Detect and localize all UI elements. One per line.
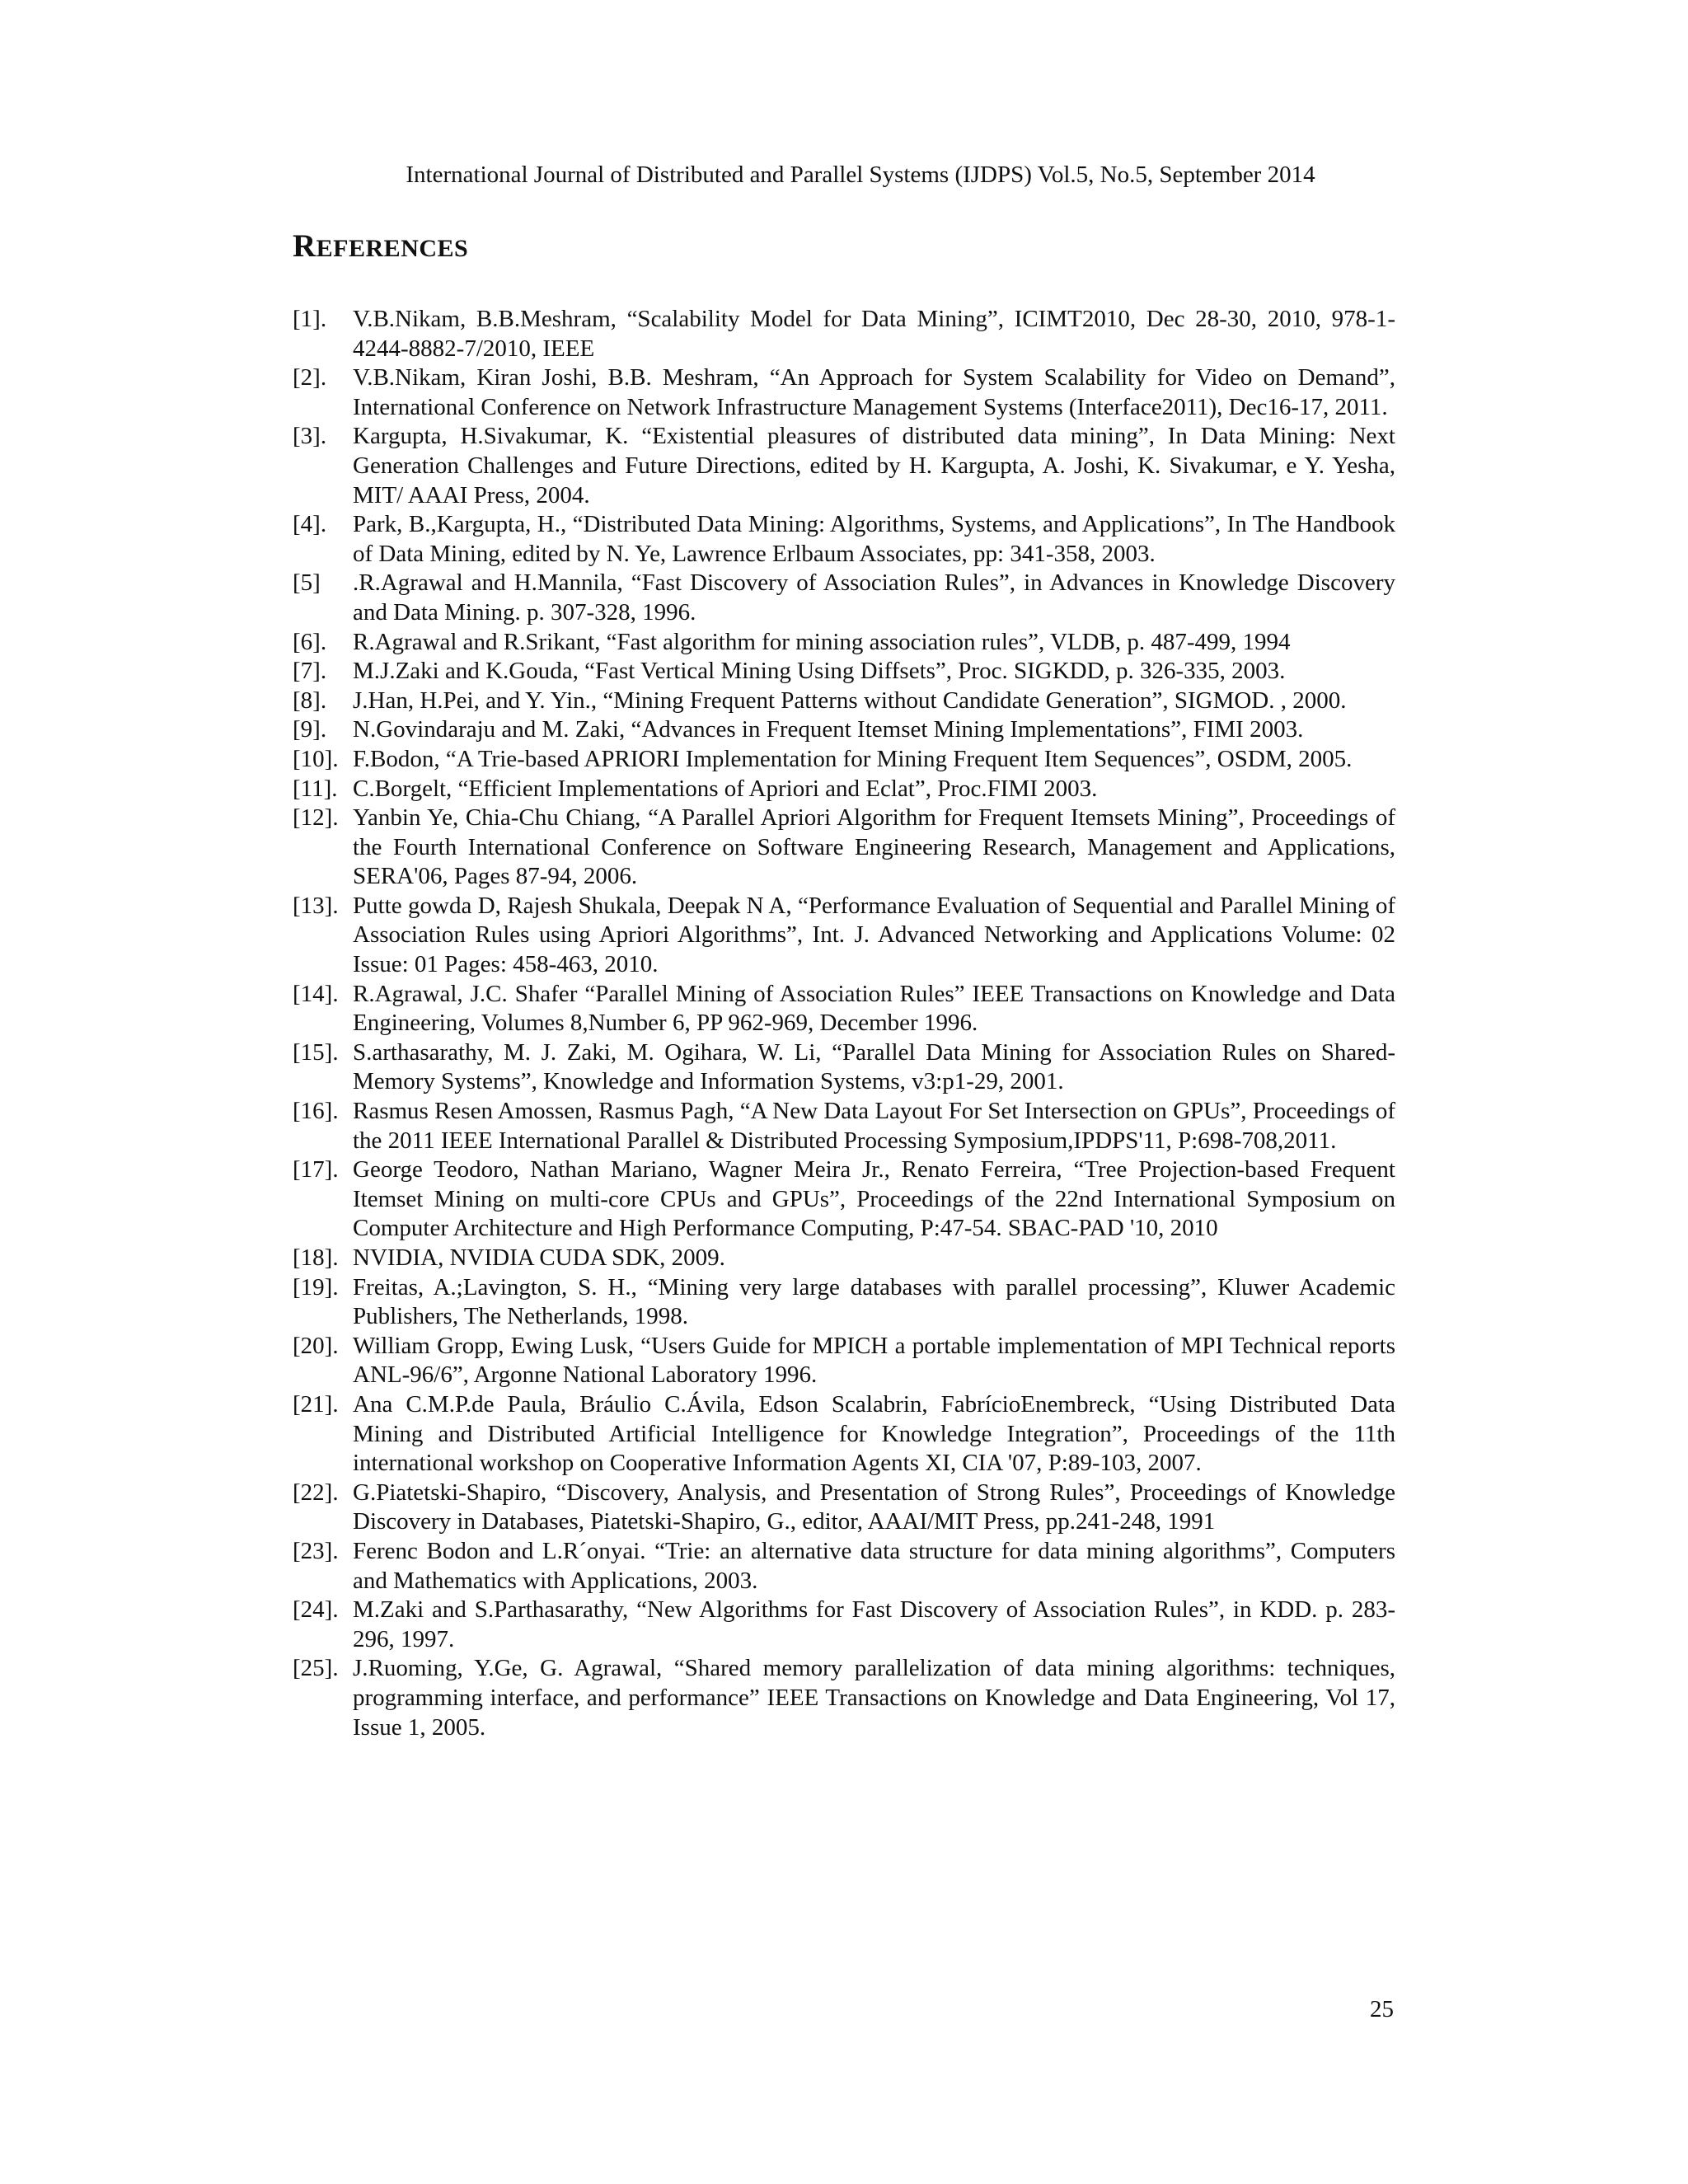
reference-item xyxy=(293,775,1395,804)
reference-item xyxy=(293,657,1395,687)
reference-item xyxy=(293,1654,1395,1742)
reference-item xyxy=(293,745,1395,775)
reference-number: [7]. xyxy=(293,658,327,685)
reference-item xyxy=(293,1273,1395,1332)
reference-number: [4]. xyxy=(293,511,327,538)
reference-text: R.Agrawal and R.Srikant, “Fast algorithm for mining association rules”, VLDB, p. 487-499, 1994 xyxy=(353,628,1291,655)
reference-number: [25]. xyxy=(293,1655,339,1682)
reference-text: Freitas, A.;Lavington, S. H., “Mining very large databases with parallel processing”, Kluwer Academic Publishers, The Netherlands, 1998. xyxy=(353,1273,1395,1330)
reference-number: [10]. xyxy=(293,745,339,772)
reference-text: M.Zaki and S.Parthasarathy, “New Algorithms for Fast Discovery of Association Rules”, in KDD. p. 283-296, 1997. xyxy=(353,1596,1395,1652)
reference-number: [23]. xyxy=(293,1537,339,1564)
reference-text: S.arthasarathy, M. J. Zaki, M. Ogihara, W. Li, “Parallel Data Mining for Association Rules on Shared-Memory Systems”, Knowledge and Information Systems, v3:p1-29, 2001. xyxy=(353,1038,1395,1095)
section-title-rest: EFERENCES xyxy=(316,235,469,262)
section-title xyxy=(293,227,468,265)
reference-text: F.Bodon, “A Trie-based APRIORI Implementation for Mining Frequent Item Sequences”, OSDM, 2005. xyxy=(353,745,1353,772)
reference-item xyxy=(293,1596,1395,1654)
reference-text: Kargupta, H.Sivakumar, K. “Existential pleasures of distributed data mining”, In Data Mining: Next Generation Challenges and Future Directions, edited by H. Kargupta, A. Joshi, K. Sivakumar, e Y. Yesha, MIT/ AAAI Press, 2004. xyxy=(353,423,1395,509)
reference-item xyxy=(293,1479,1395,1537)
reference-item xyxy=(293,892,1395,980)
reference-item xyxy=(293,569,1395,627)
reference-number: [3]. xyxy=(293,423,327,450)
reference-item xyxy=(293,687,1395,716)
reference-number: [1]. xyxy=(293,306,327,332)
reference-text: George Teodoro, Nathan Mariano, Wagner Meira Jr., Renato Ferreira, “Tree Projection-based Frequent Itemset Mining on multi-core CPUs and GPUs”, Proceedings of the 22nd International Symposium on Computer Architecture and High Performance Computing, P:47-54. SBAC-PAD '10, 2010 xyxy=(353,1156,1395,1242)
reference-text: V.B.Nikam, Kiran Joshi, B.B. Meshram, “An Approach for System Scalability for Video on Demand”, International Conference on Network Infrastructure Management Systems (Interface2011), Dec16-17, 2011. xyxy=(353,364,1395,420)
reference-text: G.Piatetski-Shapiro, “Discovery, Analysis, and Presentation of Strong Rules”, Proceedings of Knowledge Discovery in Databases, Piatetski-Shapiro, G., editor, AAAI/MIT Press, pp.241-248, 1991 xyxy=(353,1479,1395,1535)
reference-text: Ana C.M.P.de Paula, Bráulio C.Ávila, Edson Scalabrin, FabrícioEnembreck, “Using Distributed Data Mining and Distributed Artificial Intelligence for Knowledge Integration”, Proceedings of the 11th international workshop on Cooperative Information Agents XI, CIA '07, P:89-103, 2007. xyxy=(353,1390,1395,1477)
reference-item xyxy=(293,1332,1395,1390)
reference-item xyxy=(293,804,1395,892)
reference-number: [5] xyxy=(293,569,321,597)
reference-item xyxy=(293,980,1395,1038)
page-number: 25 xyxy=(1370,1996,1394,2022)
reference-number: [21]. xyxy=(293,1390,339,1418)
reference-item xyxy=(293,305,1395,363)
reference-text: R.Agrawal, J.C. Shafer “Parallel Mining of Association Rules” IEEE Transactions on Knowledge and Data Engineering, Volumes 8,Number 6, PP 962-969, December 1996. xyxy=(353,980,1395,1037)
reference-text: M.J.Zaki and K.Gouda, “Fast Vertical Mining Using Diffsets”, Proc. SIGKDD, p. 326-335, 2003. xyxy=(353,658,1286,685)
section-title-initial: R xyxy=(293,228,316,264)
reference-item xyxy=(293,628,1395,658)
reference-text: J.Ruoming, Y.Ge, G. Agrawal, “Shared memory parallelization of data mining algorithms: techniques, programming interface, and performance” IEEE Transactions on Knowledge and Data Engineering, Vol 17, Issue 1, 2005. xyxy=(353,1655,1395,1741)
reference-text: Rasmus Resen Amossen, Rasmus Pagh, “A New Data Layout For Set Intersection on GPUs”, Proceedings of the 2011 IEEE International Parallel & Distributed Processing Symposium,IPDPS'11, P:698-708,2011. xyxy=(353,1098,1395,1154)
reference-number: [8]. xyxy=(293,687,327,714)
reference-item xyxy=(293,715,1395,745)
reference-item xyxy=(293,1537,1395,1596)
reference-text: Yanbin Ye, Chia-Chu Chiang, “A Parallel Apriori Algorithm for Frequent Itemsets Mining”, Proceedings of the Fourth International Conference on Software Engineering Research, Management and Applications, SERA'06, Pages 87-94, 2006. xyxy=(353,804,1395,890)
running-header: International Journal of Distributed and Parallel Systems (IJDPS) Vol.5, No.5, September 2014 xyxy=(406,162,1315,188)
reference-text: C.Borgelt, “Efficient Implementations of Apriori and Eclat”, Proc.FIMI 2003. xyxy=(353,775,1098,802)
reference-number: [6]. xyxy=(293,628,327,655)
reference-item xyxy=(293,422,1395,510)
reference-item xyxy=(293,1244,1395,1273)
reference-item xyxy=(293,510,1395,569)
reference-number: [15]. xyxy=(293,1038,339,1066)
reference-number: [17]. xyxy=(293,1156,339,1183)
reference-text: V.B.Nikam, B.B.Meshram, “Scalability Model for Data Mining”, ICIMT2010, Dec 28-30, 2010, 978-1-4244-8882-7/2010, IEEE xyxy=(353,306,1395,362)
reference-item xyxy=(293,1038,1395,1097)
reference-number: [9]. xyxy=(293,716,327,743)
reference-item xyxy=(293,363,1395,422)
reference-text: Putte gowda D, Rajesh Shukala, Deepak N A, “Performance Evaluation of Sequential and Parallel Mining of Association Rules using Apriori Algorithms”, Int. J. Advanced Networking and Applications Volume: 02 Issue: 01 Pages: 458-463, 2010. xyxy=(353,892,1395,978)
reference-number: [22]. xyxy=(293,1479,339,1506)
reference-text: Park, B.,Kargupta, H., “Distributed Data Mining: Algorithms, Systems, and Applications”, In The Handbook of Data Mining, edited by N. Ye, Lawrence Erlbaum Associates, pp: 341-358, 2003. xyxy=(353,511,1395,567)
reference-number: [16]. xyxy=(293,1098,339,1125)
reference-item xyxy=(293,1097,1395,1155)
reference-number: [19]. xyxy=(293,1273,339,1301)
reference-text: Ferenc Bodon and L.R´onyai. “Trie: an alternative data structure for data mining algorithms”, Computers and Mathematics with Applications, 2003. xyxy=(353,1537,1395,1594)
reference-text: NVIDIA, NVIDIA CUDA SDK, 2009. xyxy=(353,1244,725,1271)
reference-number: [14]. xyxy=(293,980,339,1007)
reference-number: [11]. xyxy=(293,775,338,802)
reference-text: J.Han, H.Pei, and Y. Yin., “Mining Frequent Patterns without Candidate Generation”, SIGMOD. , 2000. xyxy=(353,687,1347,714)
reference-number: [20]. xyxy=(293,1332,339,1359)
reference-list xyxy=(293,305,1395,1742)
reference-number: [2]. xyxy=(293,364,327,391)
reference-number: [18]. xyxy=(293,1244,339,1271)
reference-number: [12]. xyxy=(293,804,339,832)
reference-text: .R.Agrawal and H.Mannila, “Fast Discovery of Association Rules”, in Advances in Knowledge Discovery and Data Mining. p. 307-328, 1996. xyxy=(353,569,1395,626)
reference-text: William Gropp, Ewing Lusk, “Users Guide for MPICH a portable implementation of MPI Technical reports ANL-96/6”, Argonne National Laboratory 1996. xyxy=(353,1332,1395,1389)
reference-number: [24]. xyxy=(293,1596,339,1624)
reference-text: N.Govindaraju and M. Zaki, “Advances in Frequent Itemset Mining Implementations”, FIMI 2003. xyxy=(353,716,1304,743)
reference-item xyxy=(293,1155,1395,1244)
reference-number: [13]. xyxy=(293,892,339,919)
reference-item xyxy=(293,1390,1395,1479)
